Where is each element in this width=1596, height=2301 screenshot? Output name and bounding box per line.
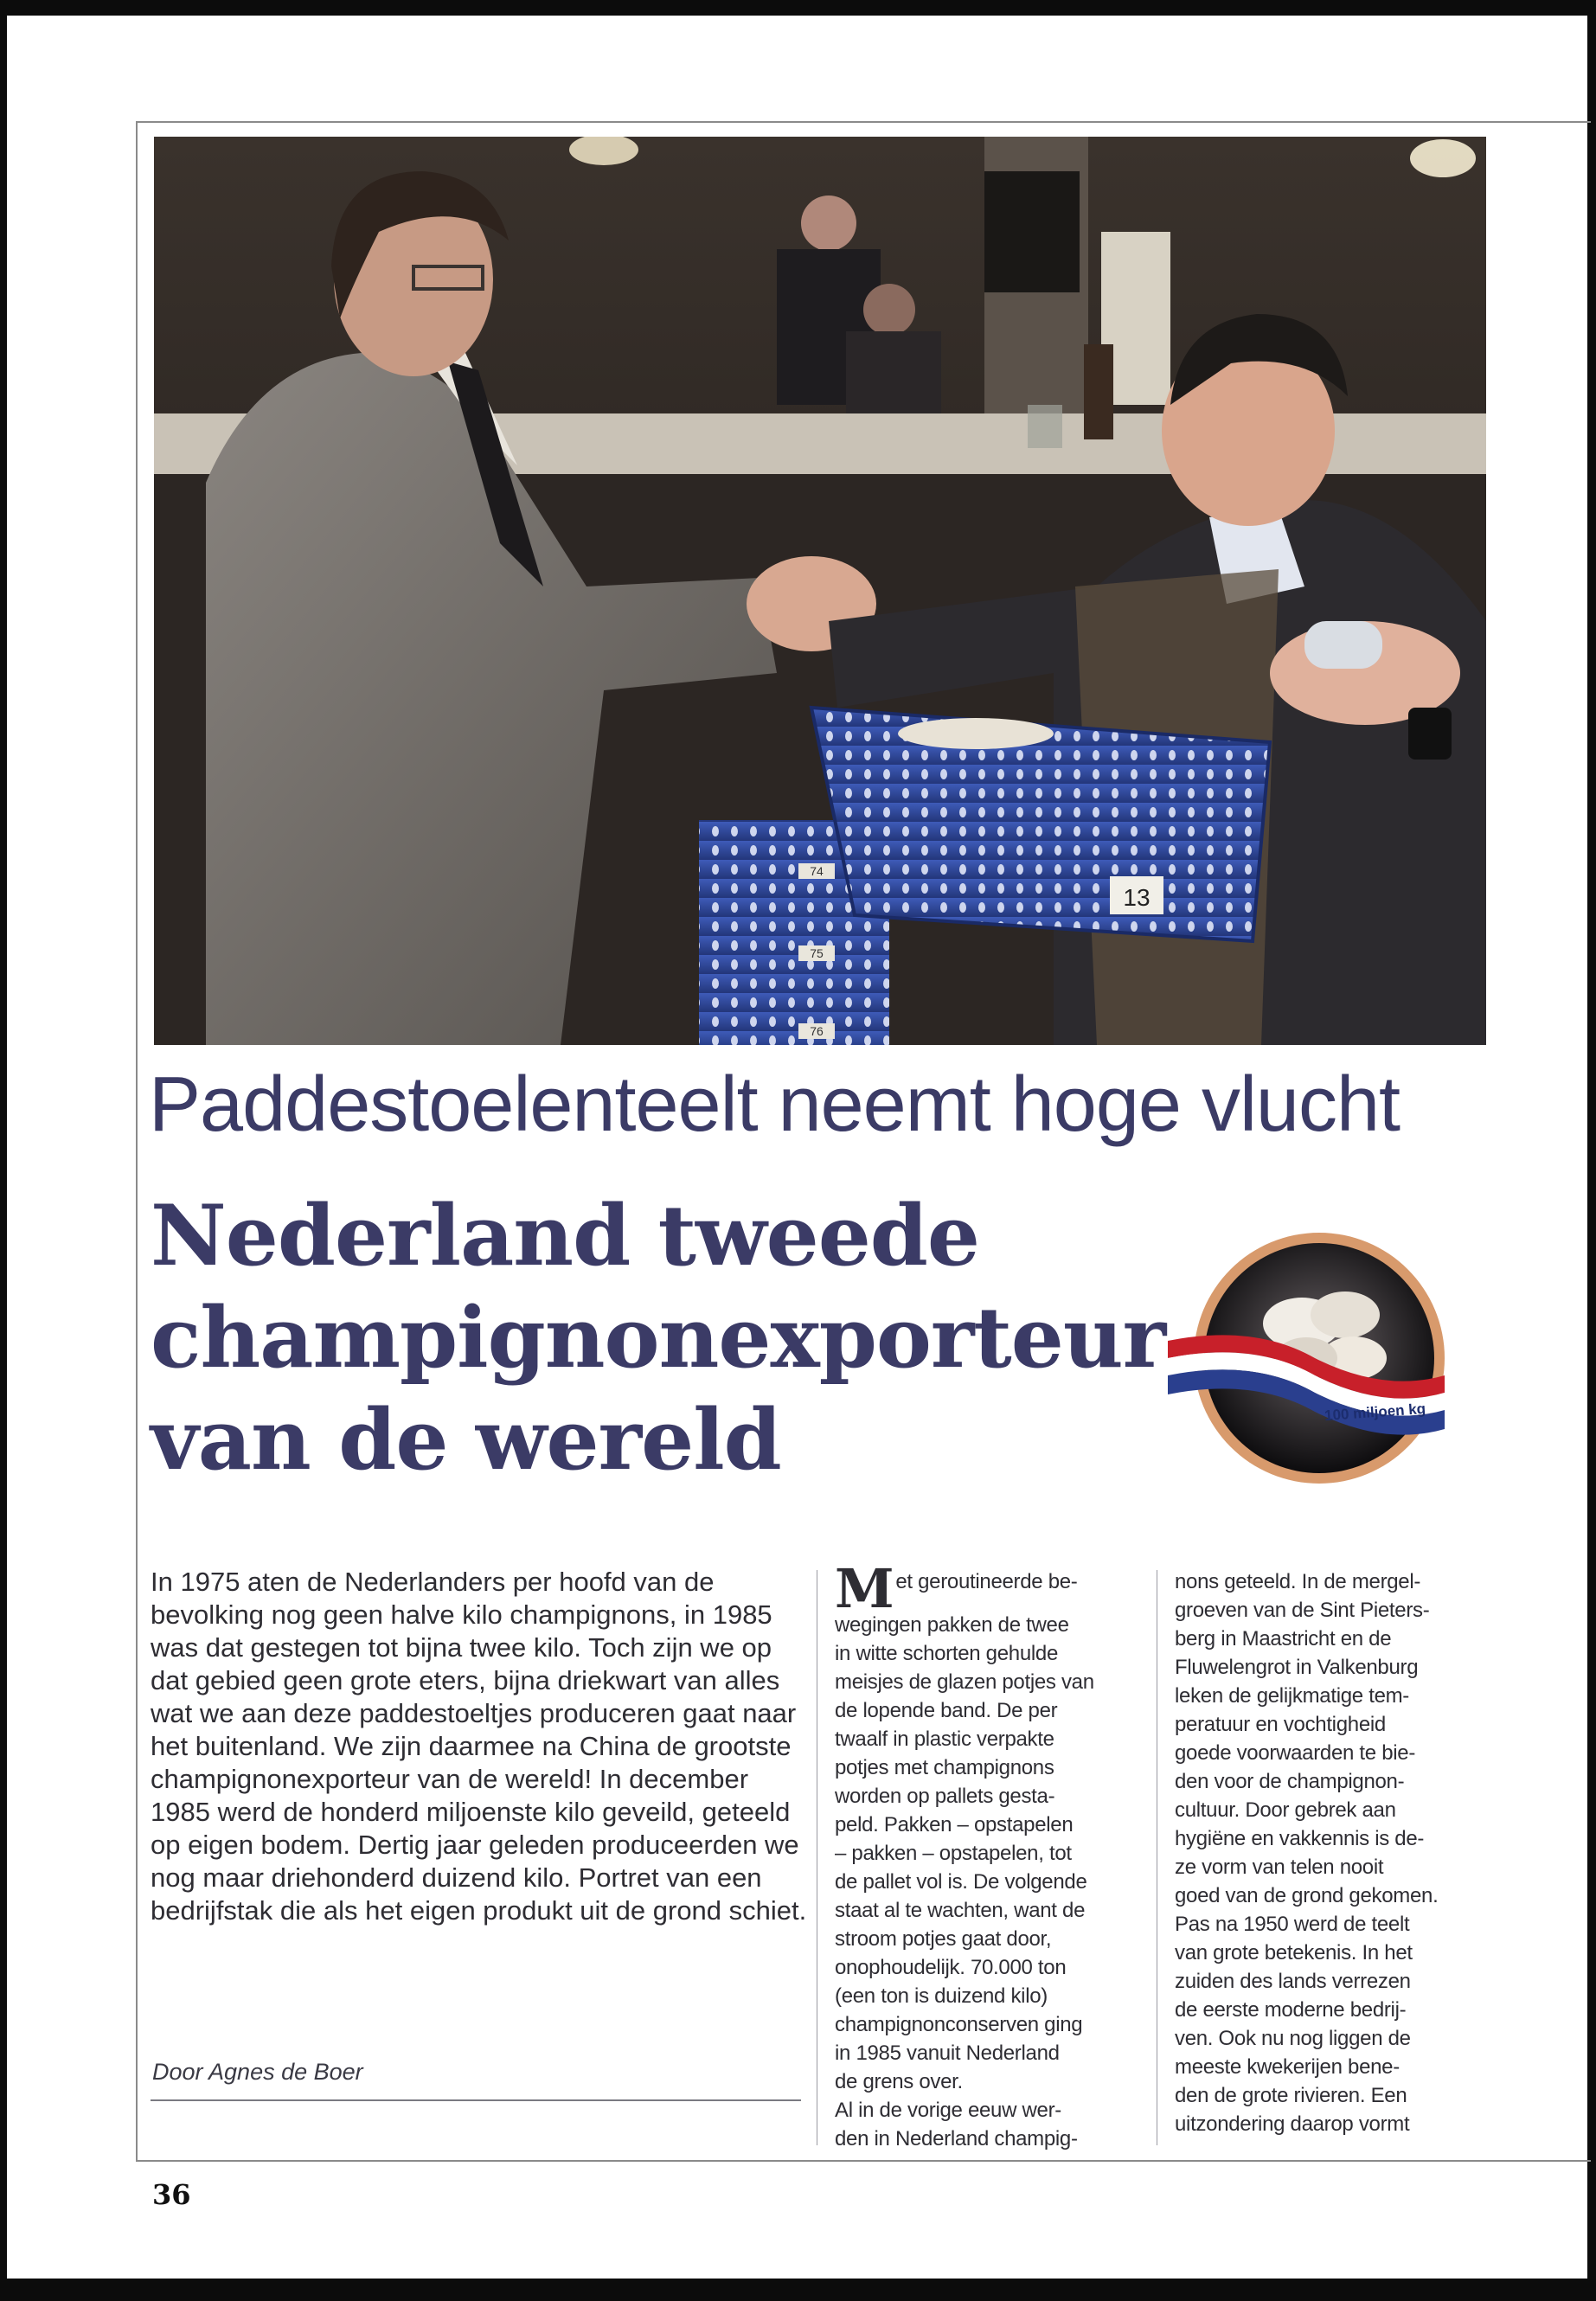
- column2-line: berg in Maastricht en de: [1175, 1627, 1392, 1650]
- column1-line: peld. Pakken – opstapelen: [835, 1813, 1074, 1836]
- article-intro: In 1975 aten de Nederlanders per hoofd van de bevolking nog geen halve kilo champignons, in 1985 was dat gestegen tot bijna twee kilo. Toch zijn we op dat gebied geen grote eters, bijna driekwart van alles wat we aan deze paddestoeltjes produceren gaat naar het buitenland. We zijn daarmee na China de grootste champignonexporteur van de wereld! In december 1985 werd de honderd miljoenste kilo geveild, geteeld op eigen bodem. Dertig jaar geleden produceerden we nog maar driehonderd duizend kilo. Portret van een bedrijfstak die als het eigen produkt uit de grond schiet.: [151, 1567, 807, 1926]
- column1-line: de lopende band. De per: [835, 1699, 1058, 1722]
- column1-line: Al in de vorige eeuw wer-: [835, 2099, 1061, 2122]
- column2-line: leken de gelijkmatige tem-: [1175, 1684, 1410, 1708]
- column2-line: uitzondering daarop vormt: [1175, 2112, 1410, 2136]
- crate-label-76: 76: [810, 1024, 824, 1038]
- column2-line: hygiëne en vakkennis is de-: [1175, 1827, 1425, 1850]
- column1-line: de pallet vol is. De volgende: [835, 1870, 1087, 1894]
- article-headline: [151, 1185, 1166, 1491]
- article-byline: Door Agnes de Boer: [152, 2059, 363, 2085]
- column2-line: de eerste moderne bedrij-: [1175, 1998, 1407, 2022]
- column1-line: champignonconserven ging: [835, 2013, 1083, 2036]
- column1-line: in 1985 vanuit Nederland: [835, 2041, 1060, 2065]
- body-column-2: [1175, 1567, 1490, 2138]
- column1-line: stroom potjes gaat door,: [835, 1927, 1052, 1951]
- column2-line: Pas na 1950 werd de teelt: [1175, 1913, 1410, 1936]
- badge-text: 100 miljoen kg: [1324, 1400, 1426, 1425]
- body-column-1: [835, 1557, 1151, 2153]
- column2-line: ze vorm van telen nooit: [1175, 1856, 1384, 1879]
- column1-lines: [835, 1611, 1151, 2153]
- page-number: 36: [152, 2178, 191, 2211]
- column1-line: potjes met champignons: [835, 1756, 1054, 1779]
- article-photo: [154, 137, 1486, 1045]
- column2-line: cultuur. Door gebrek aan: [1175, 1798, 1396, 1822]
- mushroom-badge: [1159, 1228, 1453, 1488]
- column1-first-text: et geroutineerde be-: [895, 1570, 1078, 1593]
- column2-line: van grote betekenis. In het: [1175, 1941, 1413, 1965]
- column2-line: groeven van de Sint Pieters-: [1175, 1599, 1430, 1622]
- headline-line-2: champignonexporteur: [151, 1289, 1166, 1387]
- column2-line: goed van de grond gekomen.: [1175, 1884, 1439, 1907]
- column1-line: den in Nederland champig-: [835, 2127, 1078, 2150]
- column2-lines: [1175, 1567, 1490, 2138]
- column1-line: worden op pallets gesta-: [835, 1785, 1055, 1808]
- column2-line: Fluwelengrot in Valkenburg: [1175, 1656, 1419, 1679]
- photo-illustration: [154, 137, 1486, 1045]
- badge-graphic: [1159, 1228, 1453, 1488]
- column2-line: goede voorwaarden te bie-: [1175, 1741, 1416, 1765]
- column1-line: (een ton is duizend kilo): [835, 1984, 1048, 2008]
- column1-line: staat al te wachten, want de: [835, 1899, 1086, 1922]
- column2-line: peratuur en vochtigheid: [1175, 1713, 1386, 1736]
- column1-line: twaalf in plastic verpakte: [835, 1727, 1054, 1751]
- column1-line: onophoudelijk. 70.000 ton: [835, 1956, 1067, 1979]
- headline-line-3: van de wereld: [151, 1391, 781, 1489]
- column2-line: nons geteeld. In de mergel-: [1175, 1570, 1421, 1593]
- column1-line: wegingen pakken de twee: [835, 1613, 1069, 1637]
- column1-line: meisjes de glazen potjes van: [835, 1670, 1094, 1694]
- crate-label-13: 13: [1123, 884, 1151, 911]
- headline-line-1: Nederland tweede: [151, 1187, 979, 1285]
- column2-line: zuiden des lands verrezen: [1175, 1970, 1411, 1993]
- column2-line: den voor de champignon-: [1175, 1770, 1405, 1793]
- crate-label-75: 75: [810, 946, 824, 960]
- column1-first-line: [835, 1557, 1151, 1620]
- column1-line: in witte schorten gehulde: [835, 1642, 1059, 1665]
- column1-line: – pakken – opstapelen, tot: [835, 1842, 1072, 1865]
- column2-line: den de grote rivieren. Een: [1175, 2084, 1407, 2107]
- column2-line: ven. Ook nu nog liggen de: [1175, 2027, 1411, 2050]
- column1-line: de grens over.: [835, 2070, 963, 2093]
- crate-label-74: 74: [810, 864, 824, 878]
- article-kicker: Paddestoelenteelt neemt hoge vlucht: [149, 1061, 1401, 1148]
- byline-divider: [151, 2099, 801, 2101]
- drop-cap: M: [835, 1557, 894, 1620]
- column2-line: meeste kwekerijen bene-: [1175, 2055, 1400, 2079]
